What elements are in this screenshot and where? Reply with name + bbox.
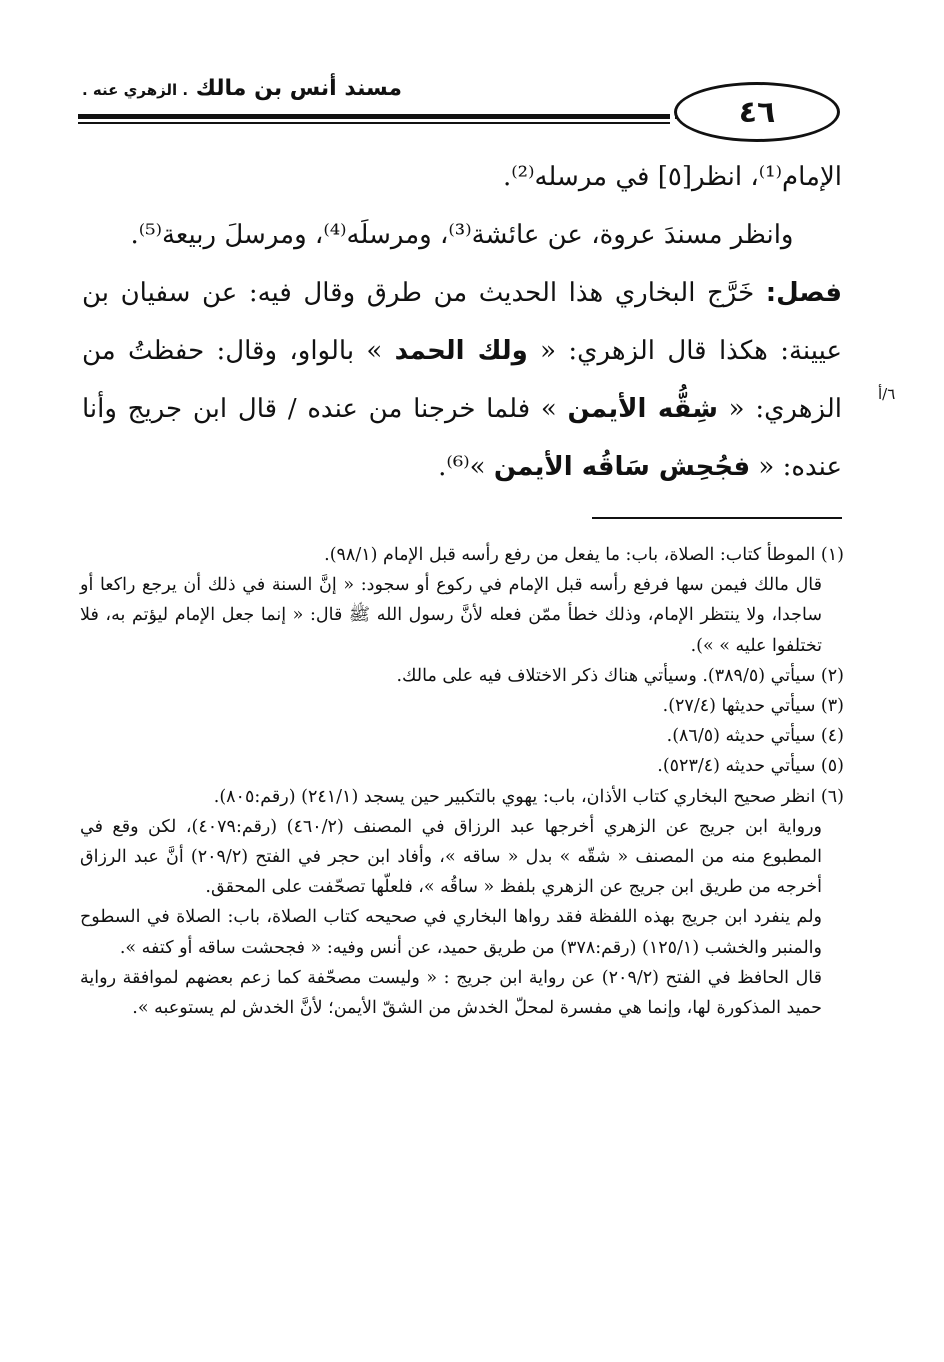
footnote-2: (٢) سيأتي (٣٨٩/٥). وسيأتي هناك ذكر الاختلاف فيه على مالك. [396,665,844,686]
quoted-phrase: ولك الحمد [394,336,528,366]
paragraph-text: »⁽⁶⁾. [438,452,494,482]
body-paragraph-2: وانظر مسندَ عروة، عن عائشة⁽³⁾، ومرسلَه⁽⁴⁾، ومرسلَ ربيعة⁽⁵⁾. [130,220,794,250]
footnotes [80,540,844,1023]
footnote-separator [592,517,842,519]
paragraph-text: خَرَّج البخاري هذا الحديث من طرق وقال فيه: عن سفيان بن عيينة: هكذا قال الزهري: « [82,278,842,366]
footnote-6: (٦) انظر صحيح البخاري كتاب الأذان، باب: يهوي بالتكبير حين يسجد (٢٤١/١) (رقم:٨٠٥). [213,786,844,807]
footnote-6-note-2: ولم ينفرد ابن جريج بهذه اللفظة فقد رواها البخاري في صحيحه كتاب الصلاة، باب: الصلاة في السطوح والمنبر والخشب (١٢٥/١) (رقم:٣٧٨) من طريق حميد، عن أنس وفيه: « فجحشت ساقه أو كتفه ». [80,907,822,958]
footnote-3: (٣) سيأتي حديثها (٢٧/٤). [662,696,844,717]
page-header [70,62,870,132]
body-paragraph-1: الإمام⁽¹⁾، انظر[٥] في مرسله⁽²⁾. [503,162,842,192]
quoted-phrase: شِقُّه الأيمن [567,394,718,424]
footnote-1: (١) الموطأ كتاب: الصلاة، باب: ما يفعل من رفع رأسه قبل الإمام (٩٨/١). [324,545,844,565]
footnote-1-note: قال مالك فيمن سها فرفع رأسه قبل الإمام في ركوع أو سجود: « إنَّ السنة في ذلك أن يرجع راكعا أو ساجدا، ولا ينتظر الإمام، وذلك خطأ ممّن فعله لأنَّ رسول الله ﷺ قال: « إنما جعل الإمام ليؤتم به، فلا تختلفوا عليه » »). [80,575,822,656]
paragraph-text: » فلما خرجنا من عنده / قال ابن جريج وأنا عنده: « [82,394,842,482]
running-title-main: مسند أنس بن مالك [195,76,403,101]
footnote-4: (٤) سيأتي حديثه (٨٦/٥). [666,726,844,747]
footnote-6-note-3: قال الحافظ في الفتح (٢٠٩/٢) عن رواية ابن جريج : « وليست مصحّفة كما زعم بعضهم لموافقة رواية حميد المذكورة لها، وإنما هي مفسرة لمحلّ الخدش من الشقّ الأيمن؛ لأنَّ الخدش لم يستوعبه ». [80,967,822,1019]
body-paragraph-3 [82,264,842,496]
footnote-6-note-1: ورواية ابن جريج عن الزهري أخرجها عبد الرزاق في المصنف (٤٦٠/٢) (رقم:٤٠٧٩)، لكن وقع في المطبوع منه من المصنف « شقّه » بدل « ساقه »، وأفاد ابن حجر في الفتح (٢٠٩/٢) أنَّ عبد الرزاق أخرجه من طريق ابن جريج عن الزهري بلفظ « ساقُه »، فلعلّها تصحّفت على المحقق. [80,816,822,898]
page-number-oval [674,82,840,142]
page-number: ٤٦ [738,94,776,130]
header-rule-thin [78,122,670,124]
running-title-sub: . الزهري عنه . [82,81,189,99]
paragraph-text: » بالواو، وقال: حفظتُ من الزهري: « [82,336,842,424]
quoted-phrase: فجُحِش سَاقُه الأيمن [493,452,751,482]
running-title [82,76,402,101]
manuscript-folio-marker: ٦/أ [878,385,896,403]
footnote-5: (٥) سيأتي حديثه (٥٢٣/٤). [657,756,844,777]
section-heading: فصل: [765,278,842,308]
header-rule [78,114,670,119]
